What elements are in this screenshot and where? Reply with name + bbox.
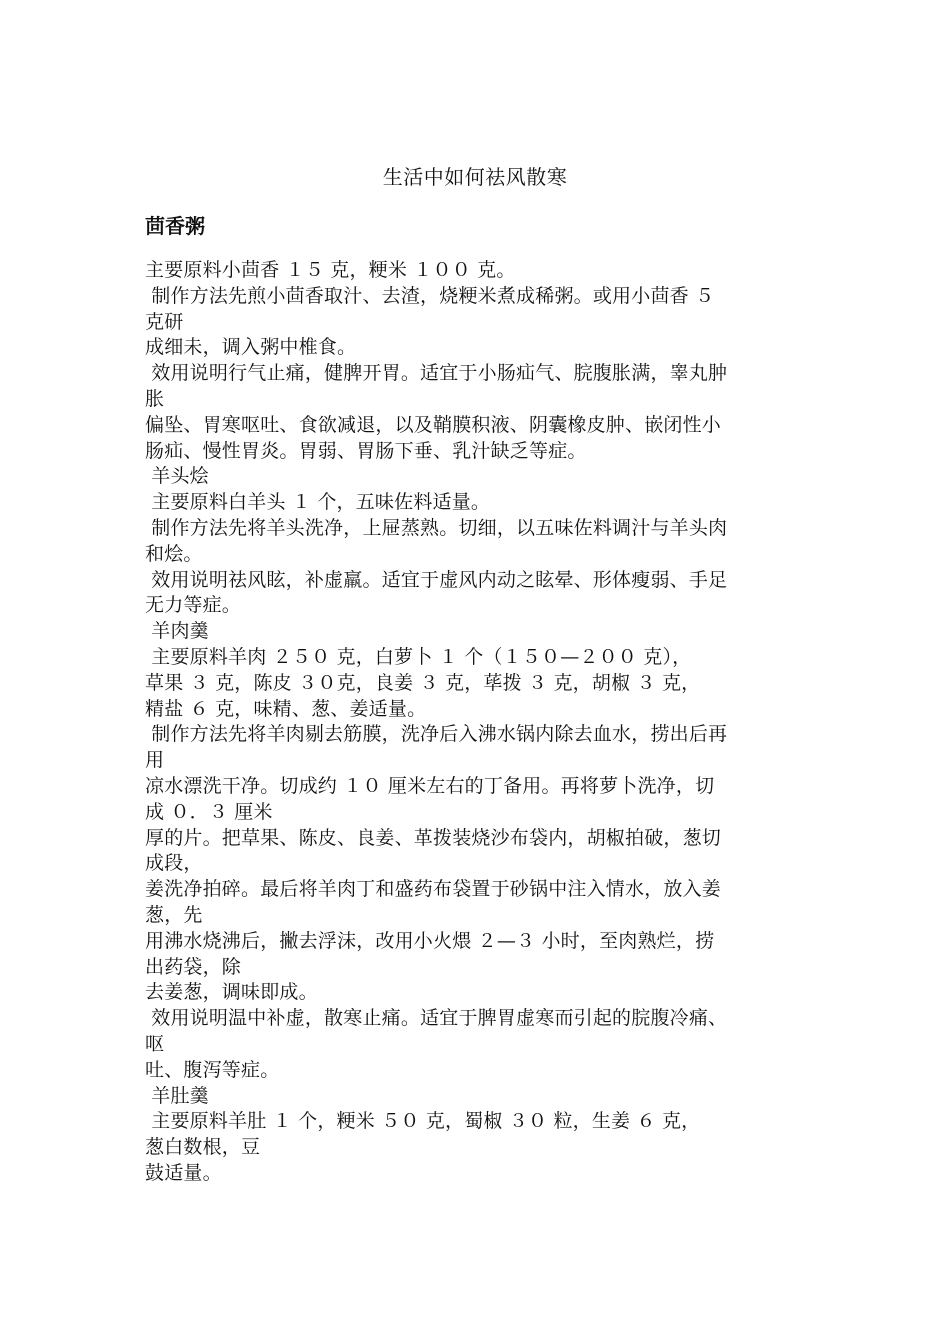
text-line: 克研 xyxy=(145,310,184,333)
body-text xyxy=(145,258,835,1187)
text-line: 鼓适量。 xyxy=(145,1161,222,1184)
text-line: 吐、腹泻等症。 xyxy=(145,1058,280,1081)
text-line: 成段， xyxy=(145,852,203,875)
text-line: 主要原料小茴香 １５ 克，粳米 １００ 克。 xyxy=(145,259,516,281)
text-line: 和烩。 xyxy=(145,542,203,565)
text-line: 效用说明温中补虚，散寒止痛。适宜于脾胃虚寒而引起的脘腹冷痛、 xyxy=(145,1007,728,1030)
text-line: 偏坠、胃寒呕吐、食欲减退，以及鞘膜积液、阴囊橡皮肿、嵌闭性小 xyxy=(145,413,722,436)
document-title: 生活中如何祛风散寒 xyxy=(382,165,568,189)
text-line: 羊头烩 xyxy=(145,465,209,488)
text-line: 葱，先 xyxy=(145,903,203,926)
text-line: 效用说明祛风眩，补虚羸。适宜于虚风内动之眩晕、形体瘦弱、手足 xyxy=(145,568,728,591)
text-line: 羊肉羹 xyxy=(145,620,209,643)
text-line: 用沸水烧沸后，撇去浮沫，改用小火煨 ２—３ 小时，至肉熟烂，捞 xyxy=(145,929,715,952)
text-line: 肠疝、慢性胃炎。胃弱、胃肠下垂、乳汁缺乏等症。 xyxy=(145,439,587,462)
text-line: 成 ０．３ 厘米 xyxy=(145,800,273,823)
text-line: 制作方法先煎小茴香取汁、去渣，烧粳米煮成稀粥。或用小茴香 ５ xyxy=(145,284,715,307)
text-line: 主要原料羊肚 １ 个，粳米 ５０ 克，蜀椒 ３０ 粒，生姜 ６ 克， xyxy=(145,1110,701,1133)
text-line: 羊肚羹 xyxy=(145,1084,209,1107)
text-line: 葱白数根，豆 xyxy=(145,1136,261,1159)
text-line: 去姜葱，调味即成。 xyxy=(145,981,318,1004)
text-line: 草果 ３ 克，陈皮 ３０克，良姜 ３ 克，荜拨 ３ 克，胡椒 ３ 克， xyxy=(145,671,701,694)
text-line: 姜洗净拍碎。最后将羊肉丁和盛药布袋置于砂锅中注入情水，放入姜 xyxy=(145,878,722,901)
text-line: 精盐 ６ 克，味精、葱、姜适量。 xyxy=(145,697,427,720)
text-line: 出药袋，除 xyxy=(145,955,242,978)
text-line: 制作方法先将羊肉剔去筋膜，洗净后入沸水锅内除去血水，捞出后再 xyxy=(145,723,728,746)
text-line: 用 xyxy=(145,749,165,772)
text-line: 无力等症。 xyxy=(145,594,242,617)
text-line: 效用说明行气止痛，健脾开胃。适宜于小肠疝气、脘腹胀满，睾丸肿 xyxy=(145,362,728,385)
text-line: 主要原料白羊头 １ 个，五味佐料适量。 xyxy=(145,491,491,514)
text-line: 凉水漂洗干净。切成约 １０ 厘米左右的丁备用。再将萝卜洗净，切 xyxy=(145,774,715,797)
text-line: 主要原料羊肉 ２５０ 克，白萝卜 １ 个（１５０—２００ 克）， xyxy=(145,645,692,668)
text-line: 呕 xyxy=(145,1032,165,1055)
text-line: 胀 xyxy=(145,387,165,410)
section-heading: 茴香粥 xyxy=(145,214,205,238)
text-line: 制作方法先将羊头洗净，上屉蒸熟。切细，以五味佐料调汁与羊头肉 xyxy=(145,516,728,539)
text-line: 厚的片。把草果、陈皮、良姜、革拨装烧沙布袋内，胡椒拍破，葱切 xyxy=(145,826,722,849)
text-line: 成细未，调入粥中椎食。 xyxy=(145,336,357,359)
